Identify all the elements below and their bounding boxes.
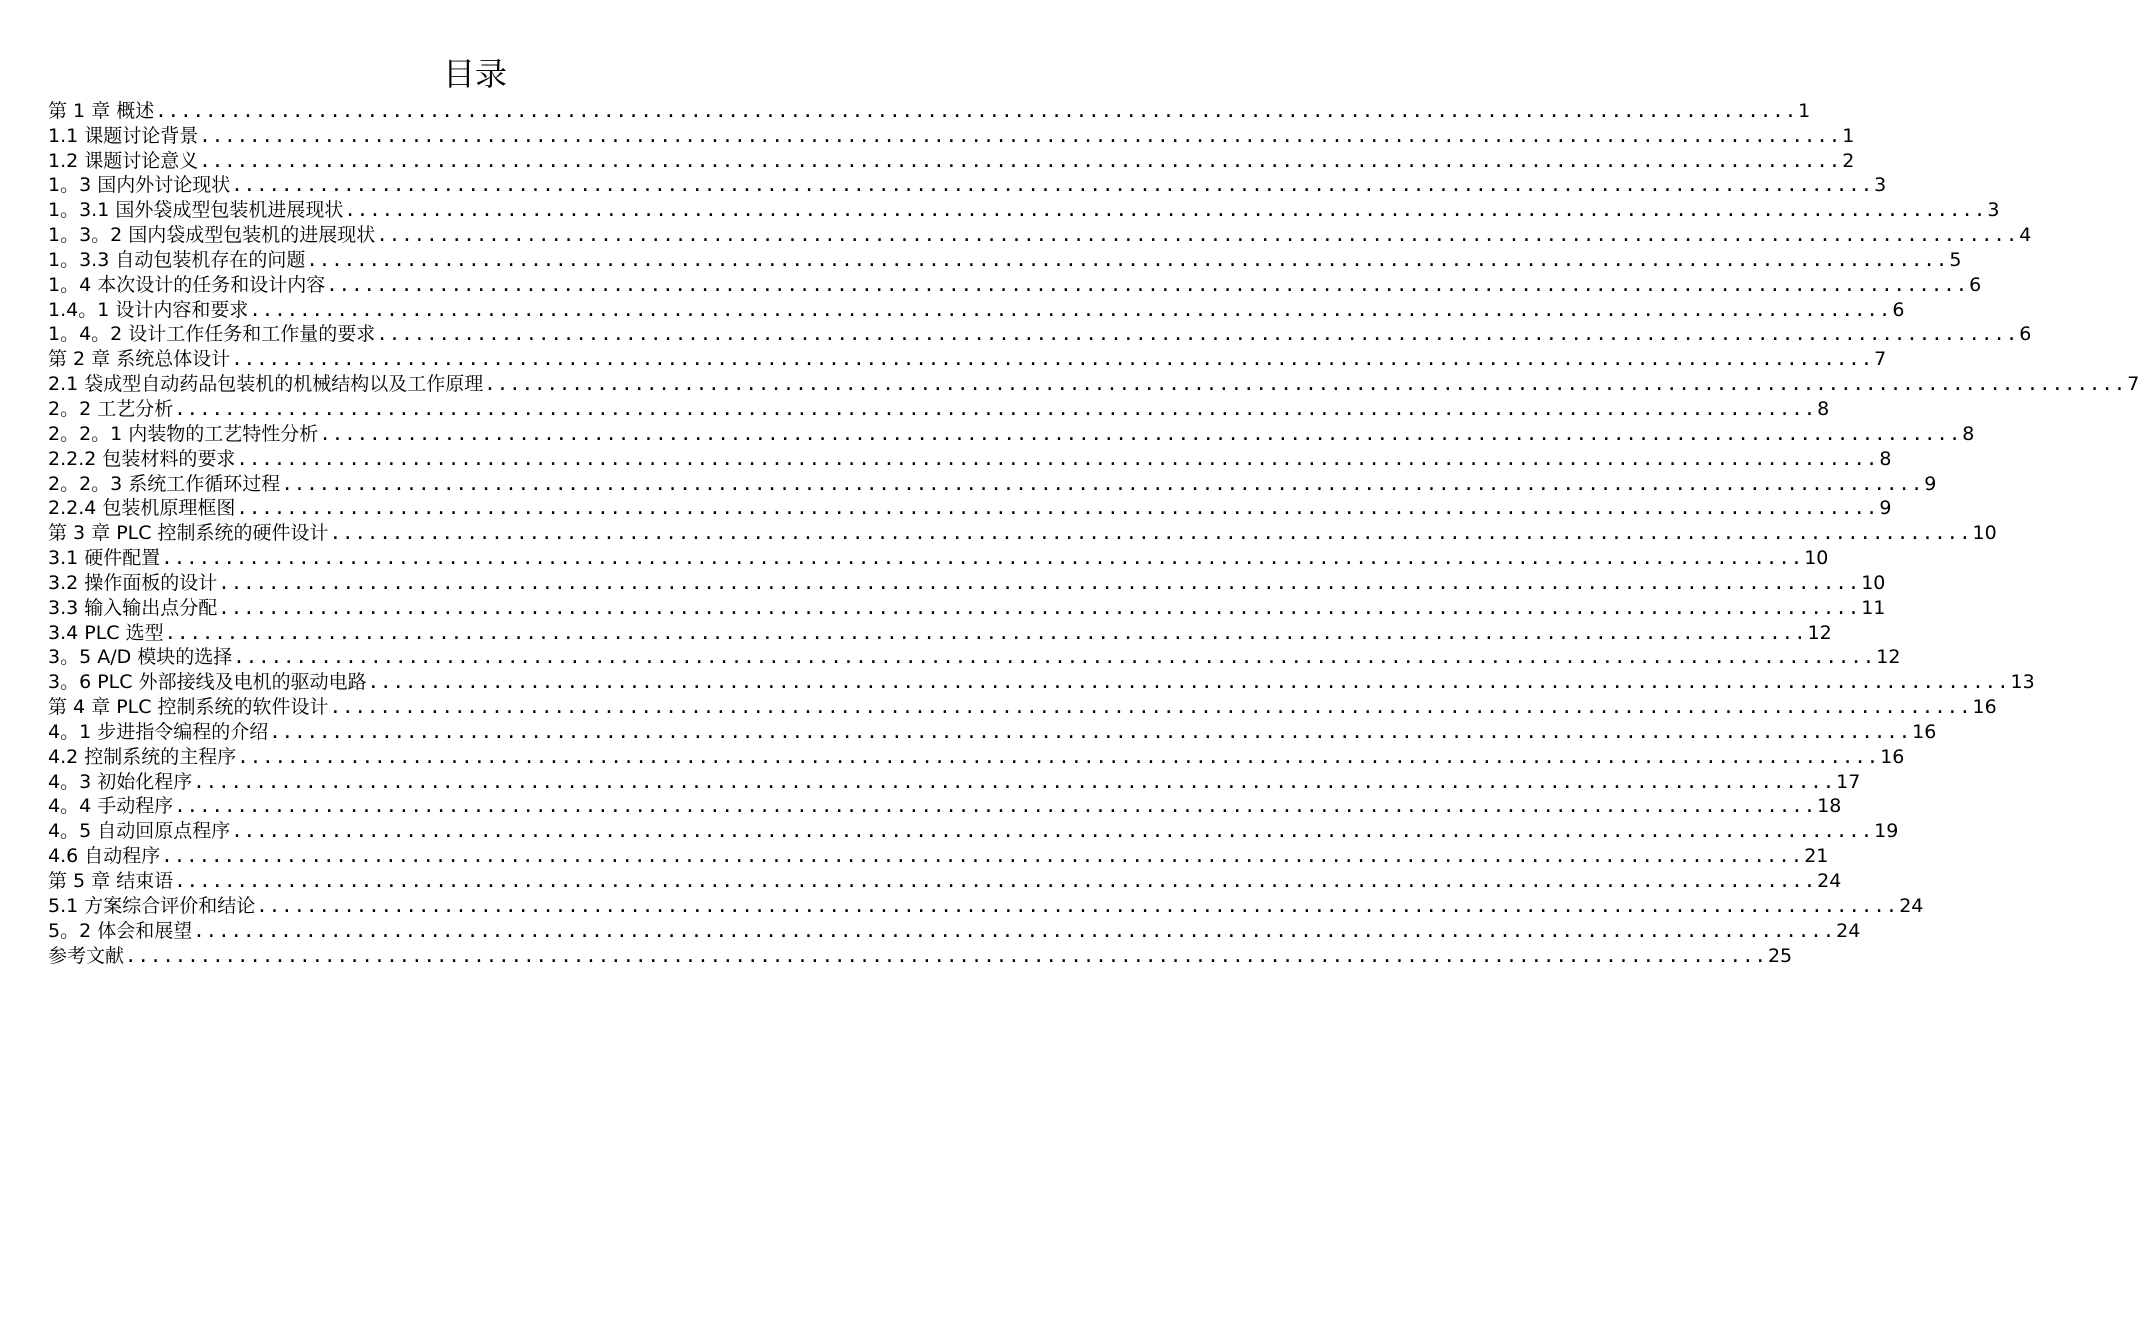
toc-entry-page-number: 24 <box>1817 870 1842 892</box>
toc-entry[interactable] <box>48 247 1962 272</box>
toc-leader-dots: .................................................................................................................................... <box>174 397 1817 420</box>
toc-entry[interactable] <box>48 148 1855 173</box>
toc-leader-dots: .................................................................................................................................... <box>329 696 1972 719</box>
toc-entry-label: 第 3 章 PLC 控制系统的硬件设计 <box>48 522 329 545</box>
toc-entry-page-number: 9 <box>1879 497 1892 520</box>
toc-entry-page-number: 3 <box>1874 174 1887 197</box>
toc-entry[interactable] <box>48 346 1887 371</box>
toc-leader-dots: .................................................................................................................................... <box>161 547 1804 570</box>
toc-entry[interactable] <box>48 645 1901 670</box>
toc-entry[interactable] <box>48 868 1842 893</box>
toc-entry-page-number: 18 <box>1817 795 1842 818</box>
toc-leader-dots: .................................................................................................................................... <box>484 373 2127 396</box>
toc-entry[interactable] <box>48 222 2032 247</box>
toc-leader-dots: .................................................................................................................................... <box>193 919 1836 942</box>
toc-leader-dots: .................................................................................................................................... <box>376 323 2019 346</box>
toc-entry-page-number: 25 <box>1767 944 1793 967</box>
toc-entry-label: 4.6 自动程序 <box>48 845 161 868</box>
toc-entry-page-number: 1 <box>1842 124 1855 147</box>
toc-leader-dots: .................................................................................................................................... <box>329 522 1972 545</box>
toc-entry[interactable] <box>48 744 1905 769</box>
toc-leader-dots: .................................................................................................................................... <box>164 621 1807 644</box>
toc-entry-page-number: 16 <box>1880 745 1905 768</box>
toc-entry[interactable] <box>48 421 1975 446</box>
toc-entry[interactable] <box>48 669 2035 694</box>
toc-entry-label: 第 4 章 PLC 控制系统的软件设计 <box>48 696 329 719</box>
toc-entry-label: 3.1 硬件配置 <box>48 547 161 570</box>
toc-leader-dots: .................................................................................................................................... <box>218 596 1861 619</box>
toc-entry[interactable] <box>48 496 1892 521</box>
toc-leader-dots: .................................................................................................................................... <box>306 248 1949 271</box>
toc-entry-page-number: 19 <box>1874 820 1899 843</box>
toc-entry-label: 2.2.2 包装材料的要求 <box>48 447 236 470</box>
toc-entry-label: 第 1 章 概述 <box>48 99 155 122</box>
toc-entry-page-number: 21 <box>1804 845 1829 868</box>
toc-entry-label: 1.1 课题讨论背景 <box>48 124 199 147</box>
toc-leader-dots: .................................................................................................................................... <box>155 99 1798 122</box>
toc-entry-label: 4。5 自动回原点程序 <box>48 820 231 843</box>
toc-leader-dots: .................................................................................................................................... <box>236 447 1879 470</box>
toc-leader-dots: .................................................................................................................................... <box>199 124 1842 147</box>
toc-leader-dots: .................................................................................................................................... <box>269 720 1912 743</box>
toc-entry-page-number: 3 <box>1987 199 2000 222</box>
toc-entry-page-number: 8 <box>1817 397 1830 420</box>
toc-entry[interactable] <box>48 197 2000 222</box>
toc-leader-dots: .................................................................................................................................... <box>281 472 1924 495</box>
toc-entry-label: 1。4 本次设计的任务和设计内容 <box>48 273 326 296</box>
toc-entry-label: 2。2 工艺分析 <box>48 397 174 420</box>
toc-entry-label: 3。6 PLC 外部接线及电机的驱动电路 <box>48 671 367 694</box>
toc-entry-page-number: 9 <box>1924 472 1937 495</box>
toc-leader-dots: .................................................................................................................................... <box>326 273 1969 296</box>
toc-entry-label: 1.4。1 设计内容和要求 <box>48 298 249 321</box>
toc-entry-page-number: 12 <box>1807 621 1832 644</box>
toc-entry-page-number: 10 <box>1861 571 1886 594</box>
toc-entry-label: 1。3 国内外讨论现状 <box>48 174 231 197</box>
toc-leader-dots: .................................................................................................................................... <box>344 199 1987 222</box>
toc-leader-dots: .................................................................................................................................... <box>125 944 1767 967</box>
toc-entry-label: 2。2。3 系统工作循环过程 <box>48 472 281 495</box>
toc-entry-page-number: 8 <box>1962 422 1975 445</box>
toc-entry-page-number: 2 <box>1842 149 1855 172</box>
toc-leader-dots: .................................................................................................................................... <box>376 224 2019 247</box>
toc-entry[interactable] <box>48 520 1997 545</box>
toc-entry-page-number: 5 <box>1949 248 1962 271</box>
toc-entry-label: 1。3.3 自动包装机存在的问题 <box>48 248 306 271</box>
toc-entry-page-number: 11 <box>1861 596 1886 619</box>
toc-entry-label: 第 5 章 结束语 <box>48 870 174 892</box>
toc-leader-dots: .................................................................................................................................... <box>249 298 1892 321</box>
toc-entry[interactable] <box>48 545 1829 570</box>
toc-entry-label: 3.4 PLC 选型 <box>48 621 164 644</box>
toc-entry-page-number: 24 <box>1899 894 1924 917</box>
toc-entry-page-number: 16 <box>1912 720 1937 743</box>
toc-entry[interactable] <box>48 371 2139 396</box>
toc-entry-label: 2。2。1 内装物的工艺特性分析 <box>48 422 319 445</box>
toc-entry-label: 1。3.1 国外袋成型包装机进展现状 <box>48 199 344 222</box>
toc-leader-dots: .................................................................................................................................... <box>256 894 1899 917</box>
toc-entry-page-number: 13 <box>2010 671 2035 694</box>
toc-entry-page-number: 7 <box>2127 373 2139 396</box>
toc-entry[interactable] <box>48 123 1855 148</box>
toc-entry[interactable] <box>48 98 1811 123</box>
toc-entry-page-number: 10 <box>1972 522 1997 545</box>
toc-leader-dots: .................................................................................................................................... <box>174 870 1817 892</box>
toc-entry-page-number: 4 <box>2019 224 2032 247</box>
toc-entry[interactable] <box>48 396 1830 421</box>
toc-leader-dots: .................................................................................................................................... <box>174 795 1817 818</box>
toc-entry[interactable] <box>48 446 1892 471</box>
toc-entry-page-number: 24 <box>1836 919 1861 942</box>
toc-entry-page-number: 17 <box>1836 770 1861 793</box>
toc-entry[interactable] <box>48 893 1924 918</box>
toc-entry[interactable] <box>48 818 1899 843</box>
toc-entry-label: 参考文献 <box>48 944 125 967</box>
toc-entry-page-number: 1 <box>1798 99 1811 122</box>
toc-entry-page-number: 12 <box>1876 646 1901 669</box>
page-title: 目录 <box>442 55 507 93</box>
toc-entry-label: 3.2 操作面板的设计 <box>48 571 218 594</box>
toc-entry[interactable] <box>48 173 1887 198</box>
toc-leader-dots: .................................................................................................................................... <box>231 174 1874 197</box>
toc-entry[interactable] <box>48 769 1861 794</box>
toc-leader-dots: .................................................................................................................................... <box>231 820 1874 843</box>
toc-entry-page-number: 10 <box>1804 547 1829 570</box>
toc-entry[interactable] <box>48 843 1829 868</box>
toc-entry[interactable] <box>48 322 2032 347</box>
toc-leader-dots: .................................................................................................................................... <box>367 671 2010 694</box>
toc-entry-label: 4。1 步进指令编程的介绍 <box>48 720 269 743</box>
toc-entry-label: 1。4。2 设计工作任务和工作量的要求 <box>48 323 376 346</box>
toc-entry-page-number: 7 <box>1874 348 1887 371</box>
toc-entry[interactable] <box>48 570 1886 595</box>
toc-leader-dots: .................................................................................................................................... <box>233 646 1876 669</box>
toc-entry-label: 3.3 输入输出点分配 <box>48 596 218 619</box>
table-of-contents <box>48 98 2139 968</box>
toc-leader-dots: .................................................................................................................................... <box>236 497 1879 520</box>
toc-entry[interactable] <box>48 272 1982 297</box>
toc-entry[interactable] <box>48 719 1937 744</box>
toc-entry-page-number: 6 <box>2019 323 2032 346</box>
toc-entry-page-number: 6 <box>1892 298 1905 321</box>
toc-entry[interactable] <box>48 297 1905 322</box>
toc-entry-label: 第 2 章 系统总体设计 <box>48 348 231 371</box>
toc-entry[interactable] <box>48 794 1842 819</box>
toc-leader-dots: .................................................................................................................................... <box>237 745 1880 768</box>
toc-entry-label: 4.2 控制系统的主程序 <box>48 745 237 768</box>
toc-entry[interactable] <box>48 918 1861 943</box>
toc-entry[interactable] <box>48 595 1886 620</box>
toc-leader-dots: .................................................................................................................................... <box>218 571 1861 594</box>
toc-entry[interactable] <box>48 943 1793 968</box>
toc-entry-label: 2.2.4 包装机原理框图 <box>48 497 236 520</box>
toc-entry-page-number: 8 <box>1879 447 1892 470</box>
toc-entry-page-number: 6 <box>1969 273 1982 296</box>
toc-leader-dots: .................................................................................................................................... <box>193 770 1836 793</box>
toc-leader-dots: .................................................................................................................................... <box>319 422 1962 445</box>
toc-leader-dots: .................................................................................................................................... <box>199 149 1842 172</box>
toc-entry-label: 1。3。2 国内袋成型包装机的进展现状 <box>48 224 376 247</box>
toc-entry[interactable] <box>48 694 1997 719</box>
toc-entry[interactable] <box>48 620 1832 645</box>
toc-entry-label: 4。3 初始化程序 <box>48 770 193 793</box>
toc-entry[interactable] <box>48 471 1937 496</box>
toc-entry-label: 3。5 A/D 模块的选择 <box>48 646 233 669</box>
toc-entry-label: 2.1 袋成型自动药品包装机的机械结构以及工作原理 <box>48 373 484 396</box>
toc-leader-dots: .................................................................................................................................... <box>161 845 1804 868</box>
toc-entry-page-number: 16 <box>1972 696 1997 719</box>
toc-entry-label: 5。2 体会和展望 <box>48 919 193 942</box>
toc-entry-label: 5.1 方案综合评价和结论 <box>48 894 256 917</box>
toc-leader-dots: .................................................................................................................................... <box>231 348 1874 371</box>
toc-entry-label: 1.2 课题讨论意义 <box>48 149 199 172</box>
toc-entry-label: 4。4 手动程序 <box>48 795 174 818</box>
